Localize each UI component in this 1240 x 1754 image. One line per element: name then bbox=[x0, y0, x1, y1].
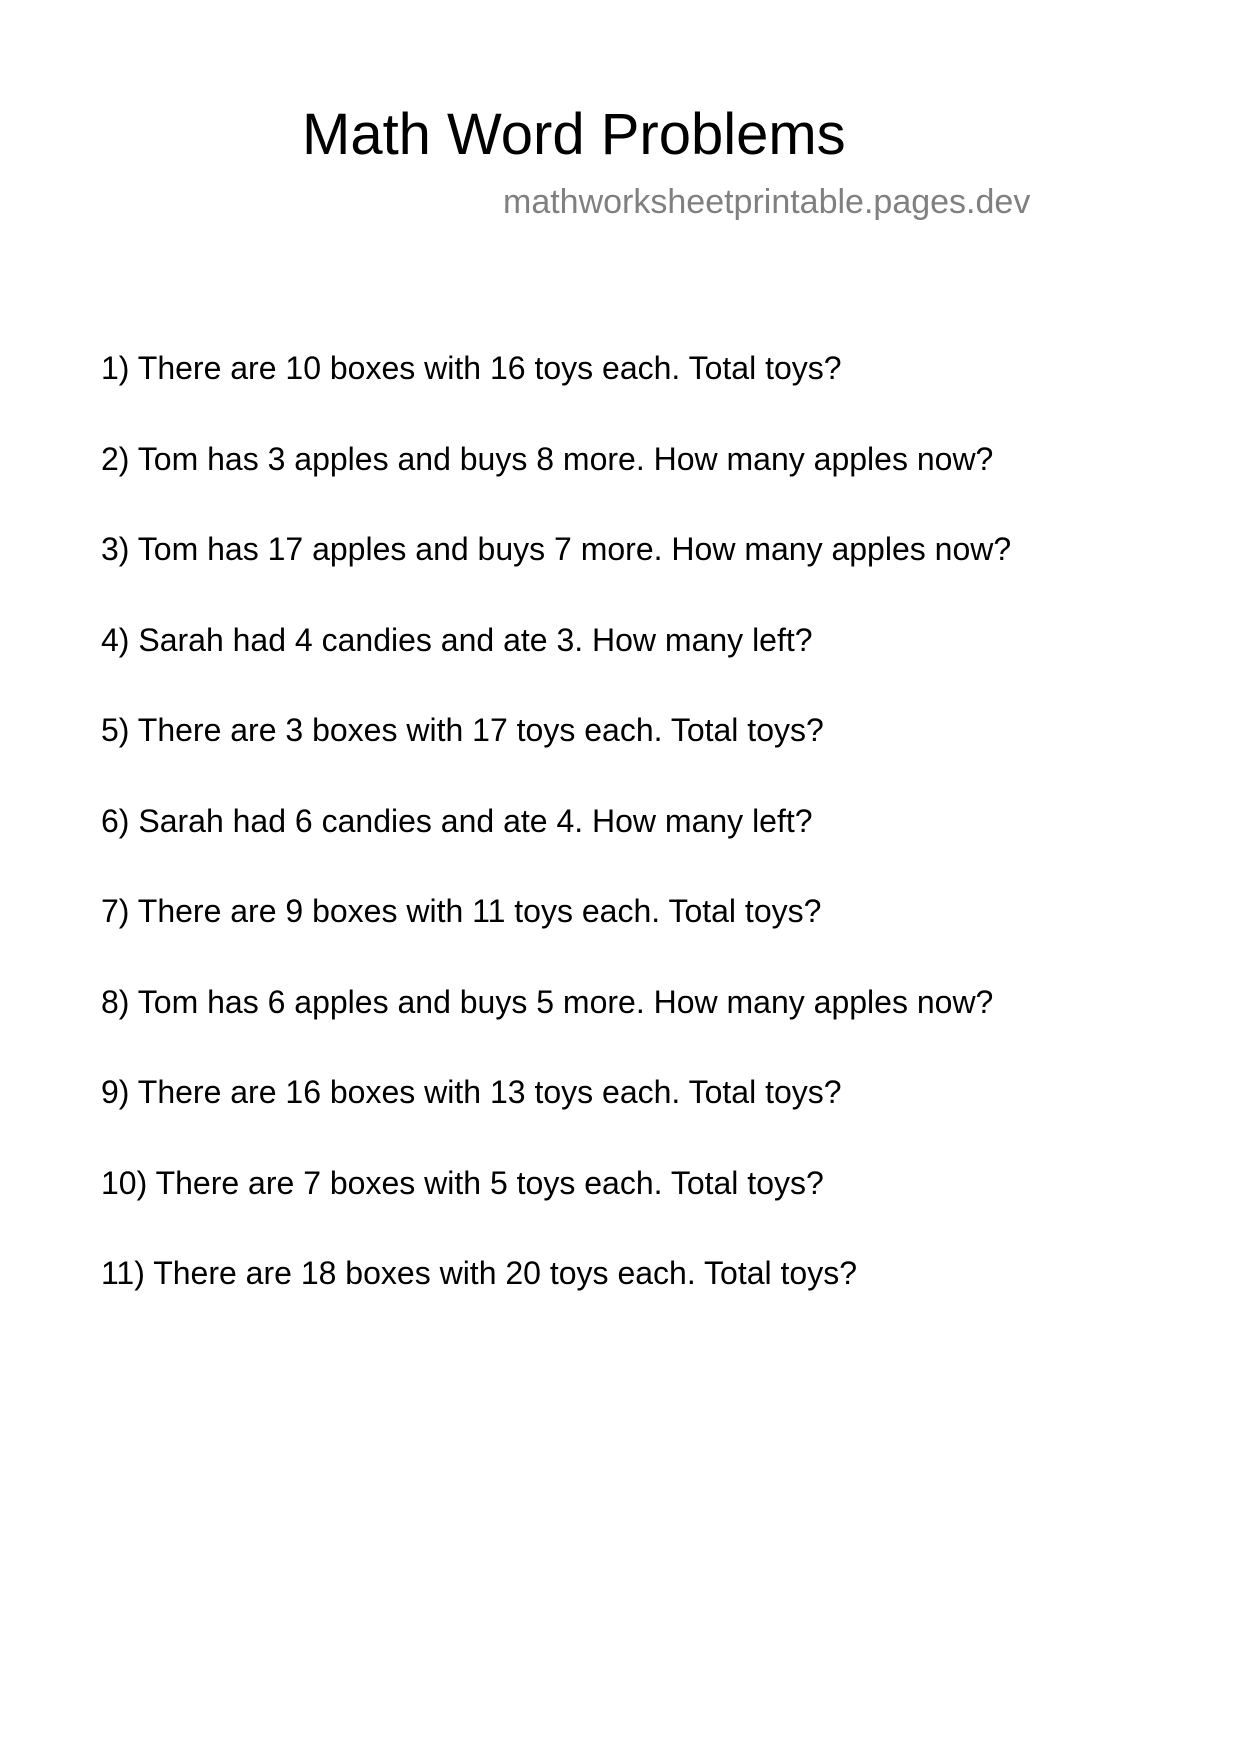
problem-item-3: 3) Tom has 17 apples and buys 7 more. How many apples now? bbox=[101, 531, 1012, 567]
problem-item-6: 6) Sarah had 6 candies and ate 4. How many left? bbox=[101, 802, 813, 839]
problem-item-10: 10) There are 7 boxes with 5 toys each. Total toys? bbox=[101, 1164, 824, 1201]
problem-item-5: 5) There are 3 boxes with 17 toys each. Total toys? bbox=[101, 712, 824, 748]
problem-item-4: 4) Sarah had 4 candies and ate 3. How many left? bbox=[101, 621, 813, 658]
problem-item-9: 9) There are 16 boxes with 13 toys each. Total toys? bbox=[101, 1074, 842, 1110]
problem-item-7: 7) There are 9 boxes with 11 toys each. Total toys? bbox=[101, 893, 822, 929]
problem-item-2: 2) Tom has 3 apples and buys 8 more. How many apples now? bbox=[101, 440, 994, 477]
problem-item-8: 8) Tom has 6 apples and buys 5 more. How many apples now? bbox=[101, 983, 994, 1020]
source-url: mathworksheetprintable.pages.dev bbox=[503, 183, 1031, 221]
problem-item-11: 11) There are 18 boxes with 20 toys each. Total toys? bbox=[101, 1255, 857, 1291]
page-title: Math Word Problems bbox=[302, 102, 846, 167]
problem-item-1: 1) There are 10 boxes with 16 toys each. Total toys? bbox=[101, 350, 842, 386]
problem-list bbox=[101, 346, 1011, 1342]
